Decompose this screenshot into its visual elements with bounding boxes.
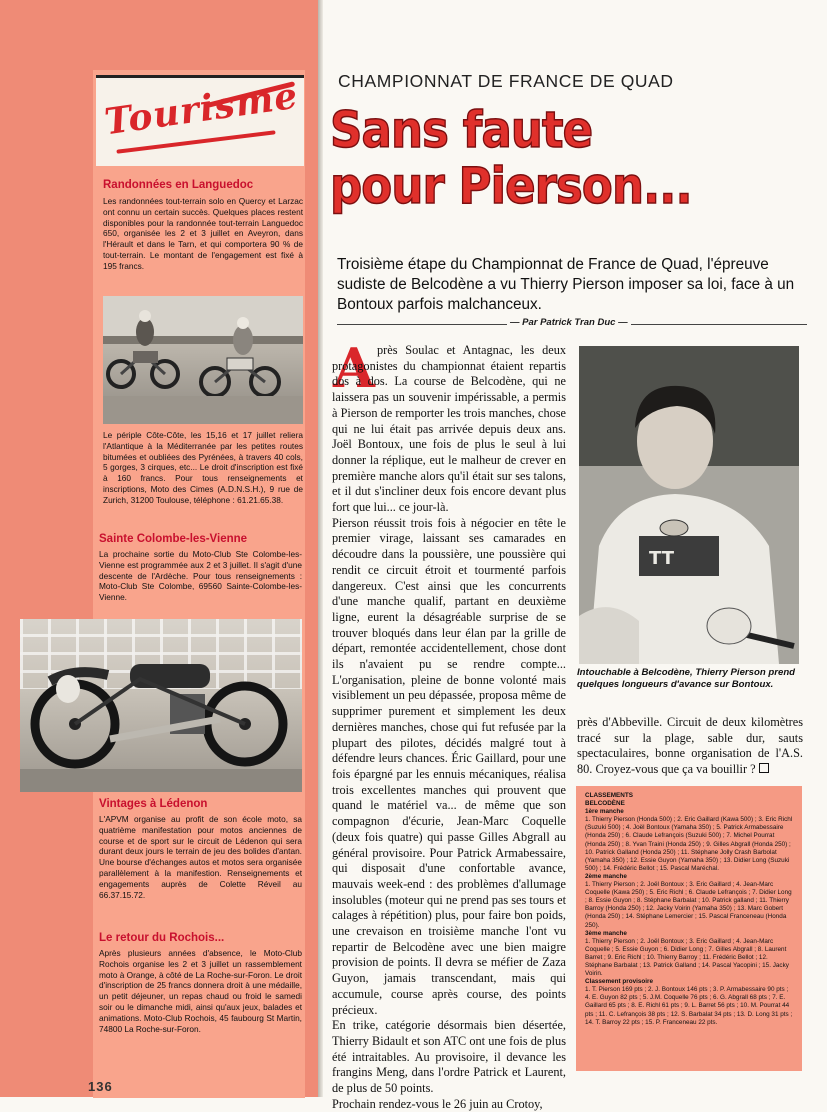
- article-body-column-1: [332, 336, 566, 1112]
- article-headline: [330, 102, 692, 214]
- sidebar-text: Les randonnées tout-terrain solo en Quercy et Larzac ont connu un certain succès. Quelques places restent disponibles pour la randonnée tout-terrain Languedoc 650, organisée les 2 et 3 juillet en Aveyron, dans l'Hérault et dans le Tarn, et qui comportera 90 % de tout-terrain. Le montant de l'engagement est fixé à 195 francs.: [103, 196, 303, 271]
- results-title: CLASSEMENTS: [585, 792, 633, 799]
- sidebar-heading: Vintages à Lédenon: [99, 798, 208, 810]
- results-venue: BELCODÈNE: [585, 800, 625, 808]
- page-gutter: [318, 0, 323, 1097]
- article-paragraph: près d'Abbeville. Circuit de deux kilomètres tracé sur la plage, sable dur, sauts spectaculaires, bonne organisation de l'A.S. 80. Croyez-vous que ça va bouillir ?: [577, 715, 803, 777]
- article-kicker: CHAMPIONNAT DE FRANCE DE QUAD: [338, 71, 674, 91]
- vintage-motorcycle-photo: [20, 619, 302, 792]
- article-paragraph: Prochain rendez-vous le 26 juin au Crotoy,: [332, 1096, 543, 1111]
- headline-line-1: Sans faute: [330, 101, 593, 159]
- byline-rule: [627, 324, 807, 325]
- sidebar-text: L'APVM organise au profit de son école moto, sa quatrième manifestation pour motos anciennes de course et de sport sur le circuit de Lédenon qui sera durant deux jours le terrain de jeu des bolides d'antan. Une bourse d'échanges autos et motos sera organisée parallèlement à la manifestion. Renseignements et engagements auprès de Colette Réveil au 66.37.15.72.: [99, 814, 302, 900]
- motorcycles-illustration: [103, 296, 303, 424]
- results-content: [585, 792, 795, 1027]
- photo-caption: Intouchable à Belcodène, Thierry Pierson prend quelques longueurs d'avance sur Bontoux.: [577, 667, 796, 690]
- pierson-portrait-photo: [579, 346, 799, 664]
- vintage-motorcycle-illustration: [20, 619, 302, 792]
- rider-illustration: [579, 346, 799, 664]
- article-paragraph: près Soulac et Antagnac, les deux protagonistes du championnat étaient repartis dos à dos. La course de Belcodène, qui ne laissera pas un souvenir impérissable, a permis à Pierson de remporter les trois manches, chose qui ne lui était pas arrivée depuis deux ans. Joël Bontoux, une fois de plus le seul à lui donner la réplique, eut le malheur de crever en première manche alors qu'il était sur ses talons, et il dut s'incliner deux fois encore devant plus fort que lui... ce jour-là.: [332, 343, 566, 515]
- results-subheading: 1ère manche: [585, 808, 624, 816]
- sidebar-text: Le périple Côte-Côte, les 15,16 et 17 juillet reliera l'Atlantique à la Méditerranée par les petites routes bitumées et oubliées des Pyrénées, à travers 40 cols, 5 gorges, 3 cirques, etc... Le droit d'inscription est fixé à 160 francs. Pour tous renseignements et inscriptions, Moto des Cimes (A.D.N.S.H.), 9 rue de Zurich, 31200 Toulouse, téléphone : 61.21.65.38.: [103, 430, 303, 505]
- end-of-article-mark: [759, 763, 769, 773]
- article-standfirst: Troisième étape du Championnat de France de Quad, l'épreuve sudiste de Belcodène a vu Thierry Pierson imposer sa loi, face à un Bontoux parfois malchanceux.: [337, 256, 795, 313]
- sidebar-text: La prochaine sortie du Moto-Club Ste Colombe-les-Vienne est programmée aux 2 et 3 juillet. Il s'agit d'une descente de l'Ardèche. Pour tous renseignements : Moto-Club Ste Colombe, 69560 Sainte-Colombe-les-Vienne.: [99, 549, 302, 603]
- tourisme-title: Tourisme: [102, 74, 301, 144]
- results-subheading: 2ème manche: [585, 872, 627, 880]
- sidebar-heading: Randonnées en Languedoc: [103, 179, 254, 191]
- sidebar-text: Après plusieurs années d'absence, le Moto-Club Rochois organise les 2 et 3 juillet un rassemblement moto à Orange, à côté de La Roche-sur-Foron. Le droit d'inscription de 25 francs donnera droit à une médaille, un petit déjeuner, un repas chaud ou froid le samedi soir ou le dimanche midi, ainsi qu'aux jeux, balades et animations. Moto-Club Rochois, 45 faubourg St Martin, 74800 La Roche-sur-Foron.: [99, 948, 302, 1034]
- results-list: 1. Thierry Pierson ; 2. Joël Bontoux ; 3. Eric Gaillard ; 4. Jean-Marc Coquelle (Kawa 250) ; 5. Eric Richl ; 6. Claude Lefrançois ; 7. Didier Long ; 8. Essie Guyon ; 8. Stéphane Barbalat ; 10. Patrick galland ; 11. Thierry Barroy (Honda 250) ; 12. Jacky Voirin (Yamaha 350) ; 13. Marc Gobert (Honda 250) ; 14. Stéphane Lemercier ; 15. Pascal Franceneau (Honda 250).: [585, 881, 792, 929]
- article-paragraph: En trike, catégorie désormais bien désertée, Thierry Bidault et son ATC ont une fois de plus été intraitables. Au provisoire, il devance les frangins Meng, dans l'ordre Patrick et Laurent, de plus de 50 points.: [332, 1018, 566, 1096]
- headline-line-2: pour Pierson...: [330, 157, 692, 215]
- results-list: 1. T. Pierson 169 pts ; 2. J. Bontoux 146 pts ; 3. P. Armabessaire 90 pts ; 4. E. Guyon 82 pts ; 5. J.M. Coquelle 76 pts ; 6. G. Abgrall 68 pts ; 7. E. Gaillard 65 pts ; 8. E. Richl 61 pts ; 9. L. Barret 56 pts ; 10. M. Pourrat 44 pts ; 11. C. Lefrançois 38 pts ; 12. S. Barbalat 34 pts ; 13. D. Long 31 pts ; 14. T. Barroy 22 pts ; 15. P. Franceneau 22 pts.: [585, 986, 793, 1026]
- sidebar-heading: Le retour du Rochois...: [99, 932, 225, 944]
- results-box: [576, 786, 802, 1071]
- page-number: 136: [88, 1079, 113, 1094]
- tourisme-logo: [96, 75, 304, 166]
- results-list: 1. Thierry Pierson ; 2. Joël Bontoux ; 3. Eric Gaillard ; 4. Jean-Marc Coquelle ; 5. Essie Guyon ; 6. Didier Long ; 7. Gilles Abgrall ; 8. Laurent Barret ; 9. Eric Richl ; 10. Thierry Barroy ; 11. Frédéric Bellot ; 12. Stéphane Barbalat ; 13. Patrick Galland ; 14. Pascal Yacopini ; 15. Jacky Voirin.: [585, 937, 789, 978]
- article-paragraph: Pierson réussit trois fois à négocier en tête le premier virage, laissant ses camarades en découdre dans la poussière, une poussière qui rendit ce circuit étroit et tourmenté parfois dangereux. C'est ainsi que les concurrents d'une manche qualif, partant en deuxième ligne, eurent la désagréable surprise de se trouver bloqués dans leur élan par la grille de départ, remontée accidentellement, chose dont ils n'avaient pu se rendre compte... L'organisation, pleine de bonne volonté mais visiblement un peu dépassée, proposa même de supprimer purement et simplement les deux dernières manches, chose qui fut refusée par la plupart des pilotes, décidés malgré tout à défendre leurs chances. Éric Gaillard, pour une fois épargné par les ennuis mécaniques, réalisa trois excellentes manches qui prouvent que quand le matériel va... de même que son compagnon d'écurie, Jean-Marc Coquelle (deux fois quatre) qui passe Gilles Abgrall au général provisoire. Pour Patrick Armabessaire, qui disposait d'une confortable avance, mauvais week-end : des problèmes d'allumage insolubles (moteur qui ne prend pas ses tours et calages à répétition) plus, pour faire bon poids, une crevaison en troisième manche l'ont vu repartir de Belcodène avec une bien maigre provision de points. Il devra se méfier de Zaza Guyon, jamais transcendant, mais qui accumule, course après course, des points précieux.: [332, 515, 566, 1017]
- motorcycles-photo: [103, 296, 303, 424]
- drop-cap: A: [333, 336, 375, 400]
- results-subheading: 3ème manche: [585, 929, 627, 937]
- results-subheading: Classement provisoire: [585, 978, 654, 986]
- svg-text:TT: TT: [649, 548, 674, 569]
- byline-author: — Par Patrick Tran Duc —: [507, 317, 631, 328]
- article-byline: [337, 317, 807, 331]
- sidebar-heading: Sainte Colombe-les-Vienne: [99, 533, 248, 545]
- byline-name: Par Patrick Tran Duc: [522, 317, 616, 328]
- byline-rule: [337, 324, 507, 325]
- article-body-column-2: [577, 715, 803, 778]
- results-list: 1. Thierry Pierson (Honda 500) ; 2. Eric Gaillard (Kawa 500) ; 3. Eric Richl (Suzuki 500) ; 4. Joël Bontoux (Yamaha 350) ; 5. Patrick Armabessaire (Honda 250) ; 6. Claude Lefrançois (Suzuki 500) ; 7. Michel Pourrat (Honda 250) ; 8. Yvan Traini (Honda 250) ; 9. Gilles Abgrall (Honda 250) ; 10. Patrick Galland (Honda 250) ; 11. Stéphane Jolly Crash Barbolat (Yamaha 350) ; 12. Essie Guyon (Yamaha 350) ; 13. Didier Long (Suzuki 500) ; 14. Frédéric Bellot ; 15. Pascal Maréchal.: [585, 816, 793, 872]
